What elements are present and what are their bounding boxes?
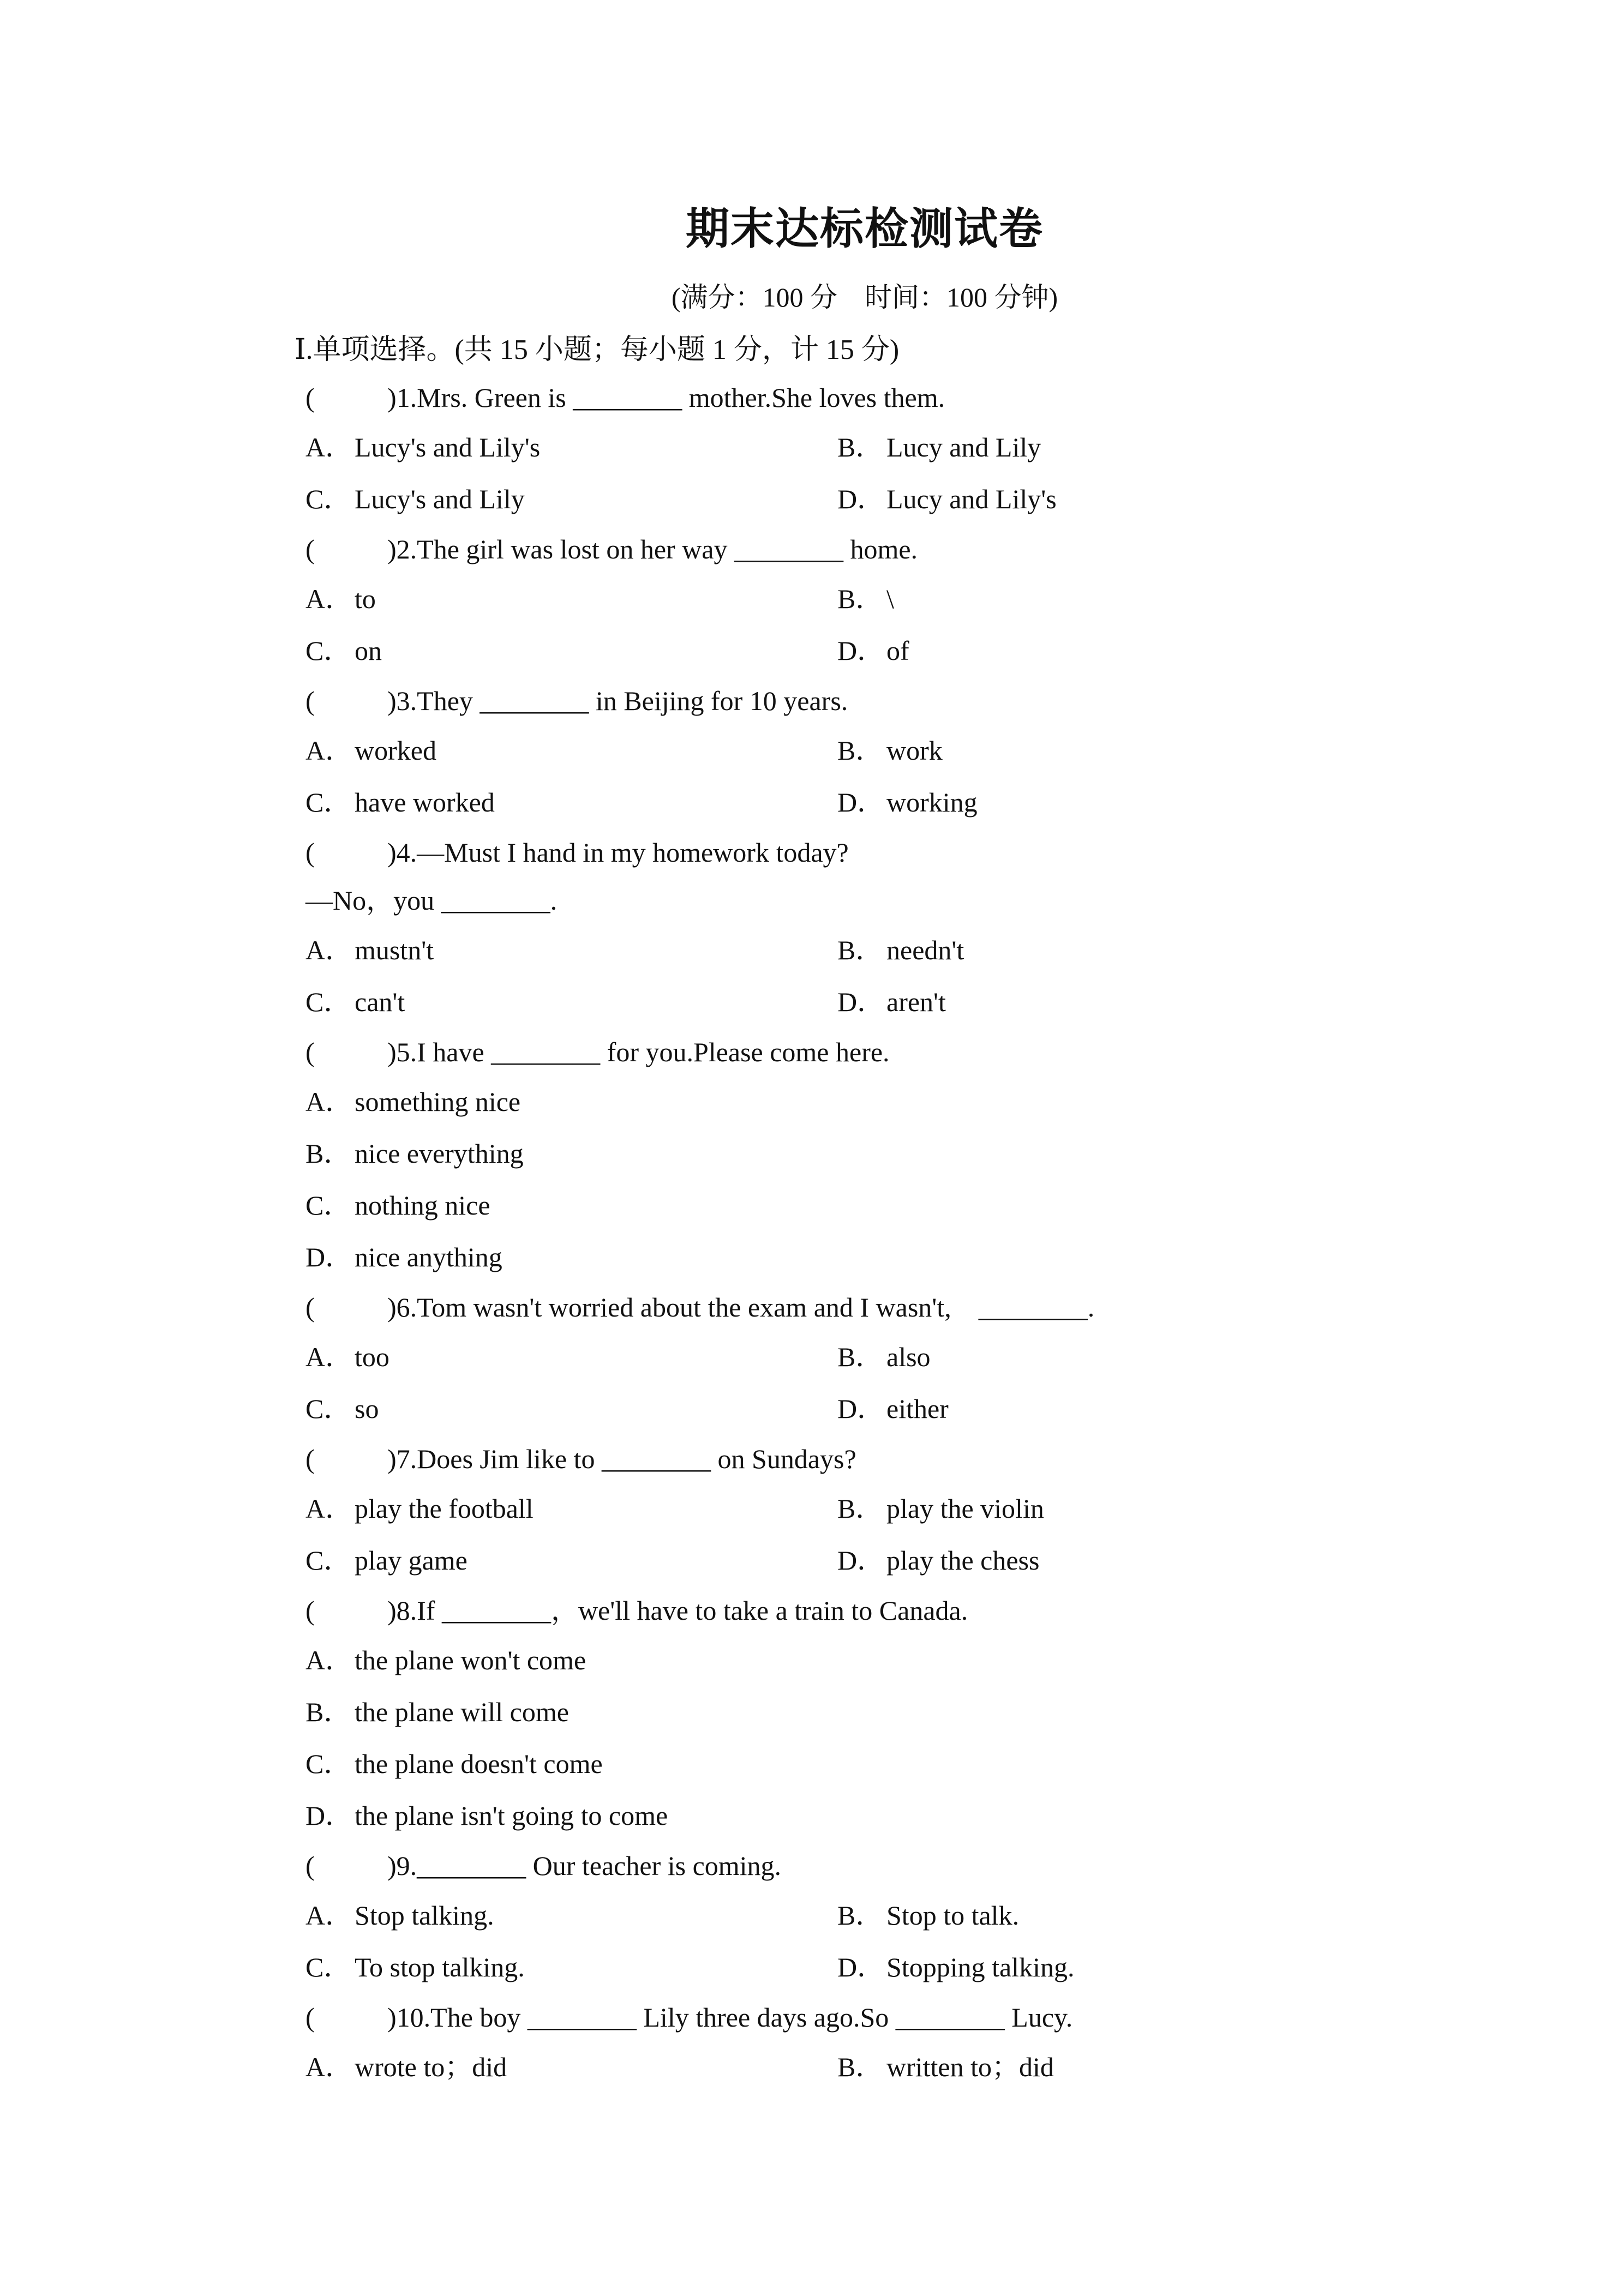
option-letter: D． bbox=[837, 987, 885, 1017]
option-letter: B． bbox=[837, 735, 883, 766]
option-choice[interactable] bbox=[305, 2041, 507, 2093]
option-choice[interactable] bbox=[305, 1535, 468, 1586]
option-letter: B． bbox=[837, 2052, 883, 2082]
option-choice[interactable] bbox=[837, 473, 1057, 525]
answer-blank[interactable]: ( bbox=[305, 2002, 315, 2033]
option-choice[interactable] bbox=[837, 625, 909, 677]
option-text: nothing nice bbox=[355, 1190, 490, 1221]
question-stem bbox=[305, 1435, 1478, 1483]
option-choice[interactable] bbox=[305, 1231, 502, 1283]
option-text: written to；did bbox=[886, 2052, 1054, 2082]
option-text: worked bbox=[355, 735, 436, 766]
option-choice[interactable] bbox=[837, 1942, 1074, 1993]
option-letter: D． bbox=[837, 787, 885, 818]
option-letter: B． bbox=[837, 432, 883, 462]
question-list bbox=[305, 374, 1478, 2093]
option-text: nice everything bbox=[355, 1138, 524, 1169]
option-text: Lucy's and Lily's bbox=[355, 432, 541, 462]
question-text: )1.Mrs. Green is ________ mother.She loves them. bbox=[387, 382, 945, 413]
option-text: nice anything bbox=[355, 1242, 502, 1272]
option-letter: C． bbox=[305, 1952, 351, 1982]
option-row bbox=[305, 1686, 1478, 1738]
option-letter: C． bbox=[305, 1545, 351, 1576]
option-row bbox=[305, 1942, 1478, 1993]
question-text: )10.The boy ________ Lily three days ago.So ________ Lucy. bbox=[387, 2002, 1073, 2033]
option-text: work bbox=[886, 735, 943, 766]
option-choice[interactable] bbox=[305, 1634, 586, 1686]
option-row bbox=[305, 777, 1478, 828]
option-letter: C． bbox=[305, 484, 351, 514]
option-letter: D． bbox=[837, 635, 885, 666]
option-row bbox=[305, 1076, 1478, 1128]
option-choice[interactable] bbox=[305, 1180, 490, 1231]
option-row bbox=[305, 573, 1478, 625]
question-text: )3.They ________ in Beijing for 10 years. bbox=[387, 686, 848, 716]
option-choice[interactable] bbox=[305, 924, 434, 976]
option-choice[interactable] bbox=[837, 1483, 1044, 1535]
option-letter: C． bbox=[305, 1748, 351, 1779]
option-choice[interactable] bbox=[305, 976, 405, 1028]
option-letter: A． bbox=[305, 735, 353, 766]
option-text: of bbox=[886, 635, 909, 666]
option-letter: A． bbox=[305, 1645, 353, 1675]
option-text: Lucy and Lily's bbox=[886, 484, 1057, 514]
option-choice[interactable] bbox=[305, 1483, 534, 1535]
option-text: working bbox=[886, 787, 978, 818]
option-letter: C． bbox=[305, 1190, 351, 1221]
option-text: To stop talking. bbox=[355, 1952, 525, 1982]
option-choice[interactable] bbox=[837, 1383, 949, 1435]
option-row bbox=[305, 1535, 1478, 1586]
option-row bbox=[305, 1634, 1478, 1686]
question-stem bbox=[305, 1586, 1478, 1634]
option-row bbox=[305, 1231, 1478, 1283]
option-letter: A． bbox=[305, 1342, 353, 1372]
option-row bbox=[305, 1790, 1478, 1842]
answer-blank[interactable]: ( bbox=[305, 534, 315, 564]
answer-blank[interactable]: ( bbox=[305, 1444, 315, 1474]
option-text: too bbox=[355, 1342, 389, 1372]
question-text: )9.________ Our teacher is coming. bbox=[387, 1850, 782, 1881]
option-text: can't bbox=[355, 987, 405, 1017]
option-text: the plane doesn't come bbox=[355, 1748, 603, 1779]
option-choice[interactable] bbox=[305, 625, 382, 677]
option-choice[interactable] bbox=[305, 1890, 494, 1942]
option-letter: C． bbox=[305, 787, 351, 818]
page-title: 期末达标检测试卷 bbox=[686, 203, 1044, 254]
question-stem bbox=[305, 1993, 1478, 2041]
option-letter: D． bbox=[837, 484, 885, 514]
option-choice[interactable] bbox=[837, 422, 1041, 473]
option-choice[interactable] bbox=[837, 976, 946, 1028]
answer-blank[interactable]: ( bbox=[305, 1292, 315, 1323]
option-text: play the chess bbox=[886, 1545, 1040, 1576]
exam-subtitle: (满分：100 分 时间：100 分钟) bbox=[671, 282, 1058, 312]
option-choice[interactable] bbox=[837, 1331, 931, 1383]
option-letter: D． bbox=[837, 1952, 885, 1982]
question-stem bbox=[305, 1283, 1478, 1331]
option-row bbox=[305, 924, 1478, 976]
option-letter: B． bbox=[305, 1138, 351, 1169]
option-choice[interactable] bbox=[305, 1128, 524, 1180]
option-choice[interactable] bbox=[837, 924, 964, 976]
option-text: the plane isn't going to come bbox=[355, 1800, 668, 1831]
option-row bbox=[305, 473, 1478, 525]
option-letter: A． bbox=[305, 1493, 353, 1524]
option-choice[interactable] bbox=[305, 1383, 379, 1435]
option-choice[interactable] bbox=[837, 573, 894, 625]
option-letter: B． bbox=[837, 1342, 883, 1372]
option-choice[interactable] bbox=[305, 1076, 520, 1128]
option-row bbox=[305, 725, 1478, 777]
option-letter: B． bbox=[837, 935, 883, 965]
option-text: Stop talking. bbox=[355, 1900, 494, 1931]
option-letter: B． bbox=[837, 1900, 883, 1931]
option-text: also bbox=[886, 1342, 931, 1372]
option-letter: A． bbox=[305, 432, 353, 462]
question-stem bbox=[305, 525, 1478, 573]
option-letter: C． bbox=[305, 987, 351, 1017]
option-text: play the football bbox=[355, 1493, 534, 1524]
option-text: play game bbox=[355, 1545, 468, 1576]
option-text: Lucy and Lily bbox=[886, 432, 1041, 462]
option-row bbox=[305, 1483, 1478, 1535]
question-stem bbox=[305, 1842, 1478, 1890]
answer-blank[interactable]: ( bbox=[305, 382, 315, 413]
option-letter: D． bbox=[837, 1545, 885, 1576]
answer-blank[interactable]: ( bbox=[305, 837, 315, 868]
option-letter: A． bbox=[305, 935, 353, 965]
option-letter: A． bbox=[305, 2052, 353, 2082]
option-letter: D． bbox=[837, 1393, 885, 1424]
option-row bbox=[305, 1890, 1478, 1942]
option-text: mustn't bbox=[355, 935, 434, 965]
option-row bbox=[305, 1128, 1478, 1180]
option-row bbox=[305, 1383, 1478, 1435]
option-text: needn't bbox=[886, 935, 964, 965]
option-letter: C． bbox=[305, 635, 351, 666]
option-choice[interactable] bbox=[305, 1331, 389, 1383]
option-choice[interactable] bbox=[305, 1790, 668, 1842]
answer-blank[interactable]: ( bbox=[305, 1037, 315, 1067]
option-text: the plane won't come bbox=[355, 1645, 586, 1675]
option-choice[interactable] bbox=[837, 725, 943, 777]
option-text: Stopping talking. bbox=[886, 1952, 1075, 1982]
option-choice[interactable] bbox=[837, 2041, 1054, 2093]
option-row bbox=[305, 2041, 1478, 2093]
option-letter: B． bbox=[837, 1493, 883, 1524]
answer-blank[interactable]: ( bbox=[305, 1595, 315, 1626]
answer-blank[interactable]: ( bbox=[305, 686, 315, 716]
option-letter: B． bbox=[837, 584, 883, 614]
option-choice[interactable] bbox=[305, 777, 495, 828]
option-text: aren't bbox=[886, 987, 946, 1017]
option-choice[interactable] bbox=[837, 777, 978, 828]
option-choice[interactable] bbox=[305, 725, 436, 777]
option-letter: A． bbox=[305, 584, 353, 614]
option-text: on bbox=[355, 635, 382, 666]
option-choice[interactable] bbox=[305, 422, 540, 473]
question-text: )6.Tom wasn't worried about the exam and I wasn't, ________. bbox=[387, 1292, 1095, 1323]
option-row bbox=[305, 1180, 1478, 1231]
question-reply: —No，you ________. bbox=[305, 885, 558, 916]
option-text: wrote to；did bbox=[355, 2052, 507, 2082]
option-text: so bbox=[355, 1393, 379, 1424]
question-text: )5.I have ________ for you.Please come here. bbox=[387, 1037, 890, 1067]
question-text: )7.Does Jim like to ________ on Sundays? bbox=[387, 1444, 856, 1474]
option-row bbox=[305, 422, 1478, 473]
question-stem bbox=[305, 828, 1478, 876]
option-row bbox=[305, 1738, 1478, 1790]
option-text: play the violin bbox=[886, 1493, 1044, 1524]
option-text: have worked bbox=[355, 787, 495, 818]
option-choice[interactable] bbox=[305, 1942, 525, 1993]
question-text: )4.—Must I hand in my homework today? bbox=[387, 837, 849, 868]
answer-blank[interactable]: ( bbox=[305, 1850, 315, 1881]
question-text: )2.The girl was lost on her way ________ home. bbox=[387, 534, 918, 564]
option-text: to bbox=[355, 584, 376, 614]
option-letter: D． bbox=[305, 1800, 353, 1831]
option-text: either bbox=[886, 1393, 949, 1424]
option-letter: A． bbox=[305, 1900, 353, 1931]
option-text: something nice bbox=[355, 1086, 521, 1117]
option-choice[interactable] bbox=[305, 1738, 603, 1790]
option-text: Lucy's and Lily bbox=[355, 484, 525, 514]
option-choice[interactable] bbox=[305, 473, 525, 525]
option-letter: D． bbox=[305, 1242, 353, 1272]
question-stem bbox=[305, 677, 1478, 725]
section-heading: Ⅰ.单项选择。(共 15 小题；每小题 1 分，计 15 分) bbox=[295, 334, 900, 365]
option-text: the plane will come bbox=[355, 1697, 569, 1727]
option-letter: A． bbox=[305, 1086, 353, 1117]
question-stem bbox=[305, 1028, 1478, 1076]
question-text: )8.If ________，we'll have to take a train to Canada. bbox=[387, 1595, 968, 1626]
option-row bbox=[305, 625, 1478, 677]
option-text: Stop to talk. bbox=[886, 1900, 1020, 1931]
option-row bbox=[305, 976, 1478, 1028]
option-letter: B． bbox=[305, 1697, 351, 1727]
option-text: \ bbox=[886, 584, 894, 614]
question-stem bbox=[305, 374, 1478, 422]
option-row bbox=[305, 1331, 1478, 1383]
option-choice[interactable] bbox=[837, 1890, 1019, 1942]
option-choice[interactable] bbox=[837, 1535, 1039, 1586]
option-letter: C． bbox=[305, 1393, 351, 1424]
option-choice[interactable] bbox=[305, 1686, 569, 1738]
option-choice[interactable] bbox=[305, 573, 376, 625]
